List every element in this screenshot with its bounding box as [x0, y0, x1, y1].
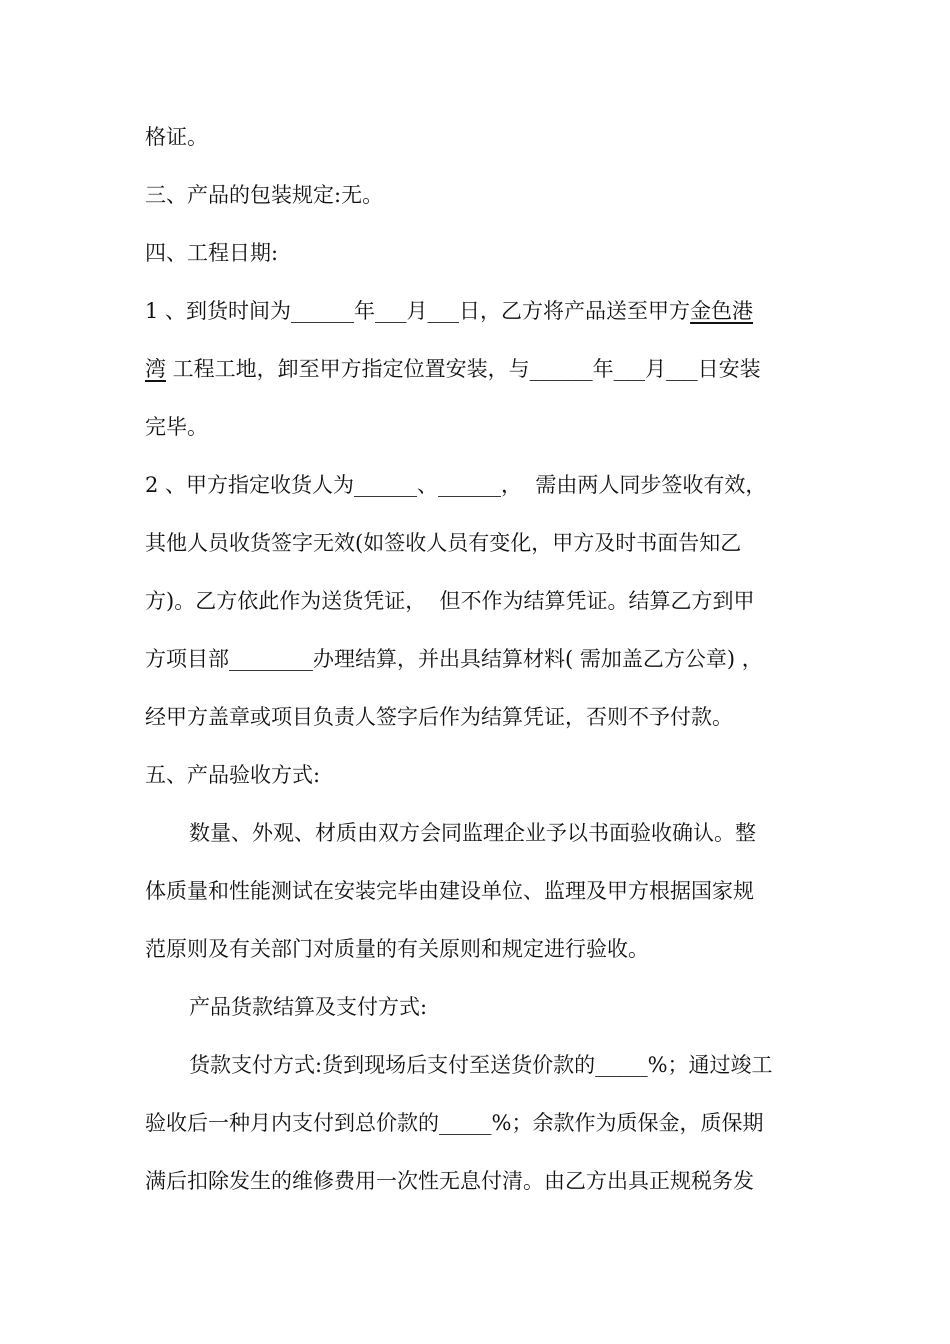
- section-heading-packaging: 三、产品的包装规定:无。: [145, 183, 384, 207]
- text-line: 2 、甲方指定收货人为______、______， 需由两人同步签收有效，: [145, 473, 767, 497]
- underlined-site-name-part1: 金色港: [690, 299, 754, 323]
- text-line: 其他人员收货签字无效(如签收人员有变化，甲方及时书面告知乙: [145, 531, 742, 555]
- section-heading-acceptance: 五、产品验收方式:: [145, 763, 321, 787]
- text-line: 经甲方盖章或项目负责人签字后作为结算凭证，否则不予付款。: [145, 705, 733, 729]
- section-heading-schedule: 四、工程日期:: [145, 241, 279, 265]
- clause-install-text: 工程工地，卸至甲方指定位置安装，与______年___月___日安装: [166, 357, 761, 381]
- text-line: [145, 354, 761, 384]
- text-line: 方)。乙方依此作为送货凭证， 但不作为结算凭证。结算乙方到甲: [145, 589, 755, 613]
- text-line: 验收后一种月内支付到总价款的_____%；余款作为质保金，质保期: [145, 1111, 764, 1135]
- underlined-site-name-part2: 湾: [145, 357, 166, 381]
- section-heading-payment: 产品货款结算及支付方式:: [189, 995, 428, 1019]
- text-line: 方项目部________办理结算，并出具结算材料( 需加盖乙方公章) ，: [145, 647, 763, 671]
- text-line: 体质量和性能测试在安装完毕由建设单位、监理及甲方根据国家规: [145, 879, 754, 903]
- text-line: 货款支付方式:货到现场后支付至送货价款的_____%；通过竣工: [189, 1053, 773, 1077]
- clause-delivery-text: 1 、到货时间为______年___月___日，乙方将产品送至甲方: [145, 299, 691, 323]
- text-line: 满后扣除发生的维修费用一次性无息付清。由乙方出具正规税务发: [145, 1169, 754, 1193]
- text-line: 格证。: [145, 125, 208, 149]
- text-line: 范原则及有关部门对质量的有关原则和规定进行验收。: [145, 937, 649, 961]
- text-line: 数量、外观、材质由双方会同监理企业予以书面验收确认。整: [189, 821, 756, 845]
- text-line: [145, 296, 753, 326]
- text-line: 完毕。: [145, 415, 208, 439]
